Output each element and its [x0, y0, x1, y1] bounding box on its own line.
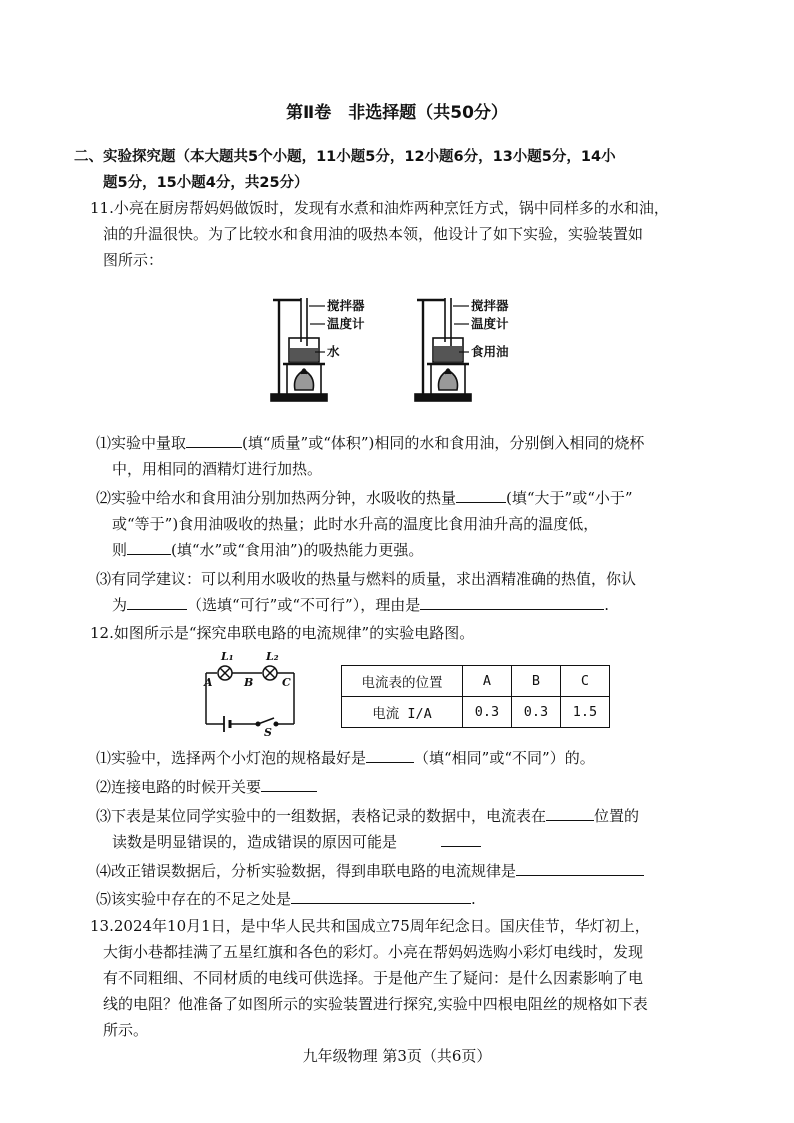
- q12-part5-end: .: [471, 890, 476, 908]
- q11-part2-end: (填“水”或“食用油”)的吸热能力更强。: [171, 541, 424, 559]
- page-footer: 九年级物理 第3页（共6页）: [302, 1047, 492, 1065]
- q11-part3-end: .: [604, 596, 609, 614]
- q11-text-line1: 11.小亮在厨房帮妈妈做饭时，发现有水煮和油炸两种烹饪方式，锅中同样多的水和油，: [90, 199, 669, 217]
- circuit-label-a: A: [204, 676, 213, 689]
- fig-label-water: 水: [327, 344, 340, 359]
- fig-label-stirrer-2: 搅拌器: [471, 298, 509, 313]
- current-data-table: [341, 665, 610, 728]
- answer-blank[interactable]: [441, 831, 481, 847]
- q13-text-line2: 大街小巷都挂满了五星红旗和各色的彩灯。小亮在帮妈妈选购小彩灯电线时，发现: [103, 943, 644, 961]
- answer-blank[interactable]: [261, 776, 317, 792]
- q11-text-line3: 图所示：: [103, 251, 164, 269]
- q11-part1-suffix: (填“质量”或“体积”)相同的水和食用油，分别倒入相同的烧杯: [242, 434, 645, 452]
- answer-blank[interactable]: [127, 594, 187, 610]
- fig-label-thermometer-1: 温度计: [327, 316, 365, 331]
- q11-part2-suffix: (填“大于”或“小于”: [506, 489, 633, 507]
- answer-blank[interactable]: [366, 747, 414, 763]
- table-cell: B: [512, 666, 561, 697]
- table-cell: 电流 I/A: [342, 697, 463, 728]
- q11-part2-line1: [96, 487, 633, 509]
- answer-blank[interactable]: [420, 594, 604, 610]
- circuit-label-switch: S: [264, 726, 272, 736]
- q12-part5: [96, 888, 476, 910]
- answer-blank[interactable]: [456, 487, 506, 503]
- q11-part3-middle: （选填“可行”或“不可行”），理由是: [187, 596, 421, 614]
- q12-part3-line1: [96, 805, 639, 827]
- q13-text-line1: 13.2024年10月1日，是中华人民共和国成立75周年纪念日。国庆佳节，华灯初上，: [90, 917, 650, 935]
- fig-label-oil: 食用油: [471, 344, 509, 359]
- q11-part1-line1: [96, 432, 644, 454]
- answer-blank[interactable]: [186, 432, 242, 448]
- heating-apparatus-figure: [265, 294, 535, 406]
- fig-label-stirrer-1: 搅拌器: [327, 298, 365, 313]
- q13-text-line3: 有不同粗细、不同材质的电线可供选择。于是他产生了疑问：是什么因素影响了电: [103, 969, 644, 987]
- table-cell: 0.3: [463, 697, 512, 728]
- q11-part2-line3: [112, 539, 423, 561]
- page-title: 第Ⅱ卷 非选择题（共50分）: [286, 103, 508, 123]
- q12-part2: [96, 776, 317, 798]
- apparatus-oil: [415, 298, 471, 401]
- answer-blank[interactable]: [546, 805, 594, 821]
- q12-part4-prefix: ⑷改正错误数据后，分析实验数据，得到串联电路的电流规律是: [96, 862, 517, 880]
- table-row: [342, 666, 610, 697]
- q11-part2-prefix: ⑵实验中给水和食用油分别加热两分钟，水吸收的热量: [96, 489, 457, 507]
- q12-part1-suffix: （填“相同”或“不同”）的。: [414, 749, 595, 767]
- q13-text-line4: 线的电阻？他准备了如图所示的实验装置进行探究,实验中四根电阻丝的规格如下表: [103, 995, 648, 1013]
- q12-part1: [96, 747, 595, 769]
- q11-part3-prefix: 为: [112, 596, 128, 614]
- circuit-label-l2: L₂: [266, 650, 279, 663]
- table-cell: 电流表的位置: [342, 666, 463, 697]
- answer-blank[interactable]: [291, 888, 471, 904]
- series-circuit-diagram: [200, 648, 304, 736]
- section-heading-line2: 题5分，15小题4分，共25分）: [103, 175, 309, 191]
- section-heading-line1: 二、实验探究题（本大题共5个小题，11小题5分，12小题6分，13小题5分，14小: [74, 149, 616, 165]
- table-cell: 1.5: [561, 697, 610, 728]
- q11-part1-line2: 中，用相同的酒精灯进行加热。: [112, 460, 323, 478]
- table-cell: C: [561, 666, 610, 697]
- apparatus-water: [271, 298, 327, 401]
- q12-text-line1: 12.如图所示是“探究串联电路的电流规律”的实验电路图。: [90, 624, 475, 642]
- table-row: [342, 697, 610, 728]
- q12-part4: [96, 860, 644, 882]
- q12-part1-prefix: ⑴实验中，选择两个小灯泡的规格最好是: [96, 749, 367, 767]
- q11-part1-prefix: ⑴实验中量取: [96, 434, 187, 452]
- answer-blank[interactable]: [127, 539, 171, 555]
- q12-part3-line2: [112, 831, 481, 853]
- q12-part2-prefix: ⑵连接电路的时候开关要: [96, 778, 262, 796]
- q11-part2-line2: 或“等于”)食用油吸收的热量；此时水升高的温度比食用油升高的温度低，: [112, 515, 599, 533]
- q12-part3-suffix: 位置的: [594, 807, 640, 825]
- answer-blank[interactable]: [516, 860, 644, 876]
- q12-part3-prefix: ⑶下表是某位同学实验中的一组数据，表格记录的数据中，电流表在: [96, 807, 547, 825]
- q11-part3-line1: ⑶有同学建议：可以利用水吸收的热量与燃料的质量，求出酒精准确的热值，你认: [96, 570, 637, 588]
- table-cell: 0.3: [512, 697, 561, 728]
- q12-part3-reason: 读数是明显错误的，造成错误的原因可能是: [112, 833, 398, 851]
- circuit-label-l1: L₁: [221, 650, 234, 663]
- fig-label-thermometer-2: 温度计: [471, 316, 509, 331]
- q13-text-line5: 所示。: [103, 1021, 149, 1039]
- q11-part2-then: 则: [112, 541, 128, 559]
- circuit-label-b: B: [244, 676, 254, 689]
- q11-part3-line2: [112, 594, 609, 616]
- q11-text-line2: 油的升温很快。为了比较水和食用油的吸热本领，他设计了如下实验，实验装置如: [103, 225, 644, 243]
- table-cell: A: [463, 666, 512, 697]
- circuit-label-c: C: [282, 676, 291, 689]
- q12-part5-prefix: ⑸该实验中存在的不足之处是: [96, 890, 292, 908]
